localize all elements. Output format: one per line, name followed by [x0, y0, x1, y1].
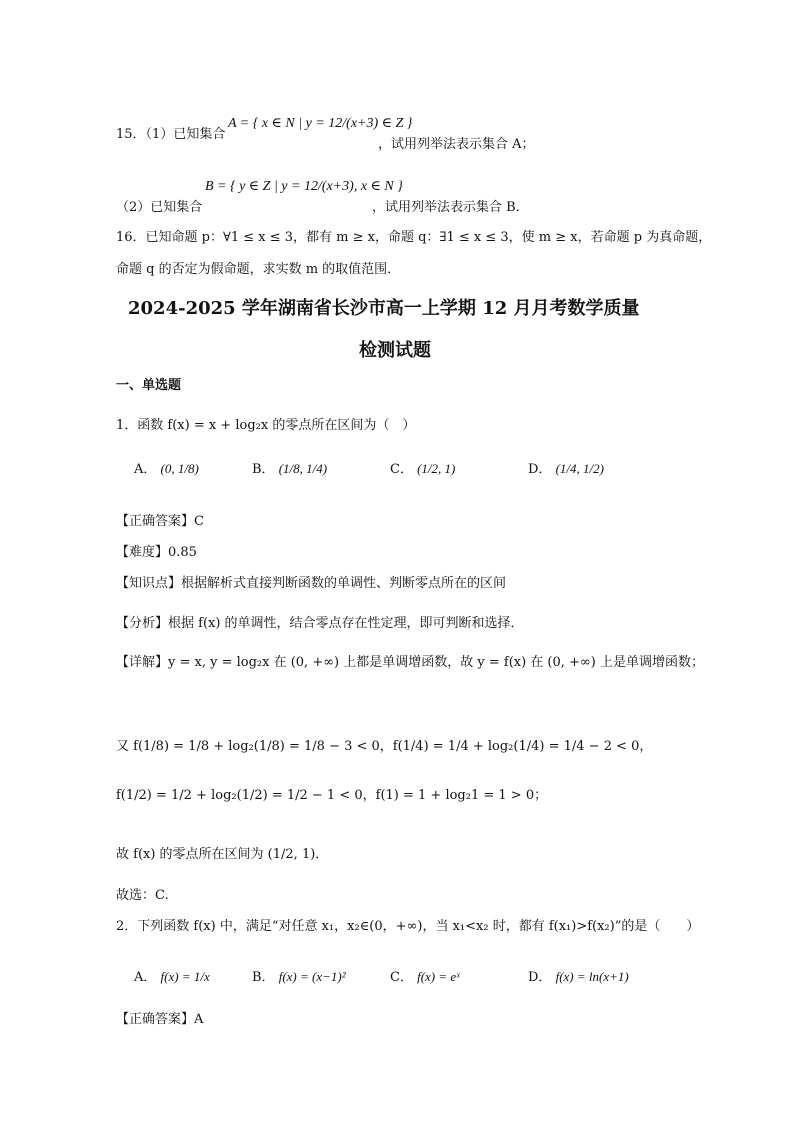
- q1-knowledge: 【知识点】根据解析式直接判断函数的单调性、判断零点所在的区间: [116, 576, 507, 591]
- q1-detail1: 【详解】y = x, y = log₂x 在 (0, +∞) 上都是单调增函数，故 y = f(x) 在 (0, +∞) 上是单调增函数；: [116, 655, 704, 670]
- q1-option-d-text: (1/4, 1/2): [555, 461, 604, 476]
- q1-option-a-text: (0, 1/8): [160, 461, 199, 476]
- section-heading: 一、单选题: [116, 378, 182, 393]
- q2-option-b-text: f(x) = (x−1)²: [278, 969, 346, 984]
- q1-difficulty: 【难度】0.85: [116, 545, 197, 560]
- q1-option-b: [252, 458, 327, 477]
- q1-option-b-label: B．: [252, 462, 275, 477]
- page-title-line2: 检测试题: [359, 340, 431, 361]
- q1-answer: 【正确答案】C: [116, 514, 204, 529]
- q1-option-a: [134, 458, 199, 477]
- q16-line1: 16．已知命题 p：∀1 ≤ x ≤ 3，都有 m ≥ x，命题 q：∃1 ≤ x ≤ 3，使 m ≥ x，若命题 p 为真命题，: [116, 230, 712, 245]
- q15-p1-prefix: 15．（1）已知集合: [116, 127, 226, 142]
- q15-set-b: B = { y ∈ Z | y = 12/(x+3), x ∈ N }: [205, 179, 403, 194]
- q16-line2: 命题 q 的否定为假命题，求实数 m 的取值范围．: [116, 262, 401, 277]
- q15-p2-prefix: （2）已知集合: [116, 200, 203, 215]
- q1-stem: 1．函数 f(x) = x + log₂x 的零点所在区间为（ ）: [116, 418, 416, 433]
- q1-detail3: f(1/2) = 1/2 + log₂(1/2) = 1/2 − 1 < 0，f(1) = 1 + log₂1 = 1 > 0；: [116, 788, 548, 803]
- q2-option-d-text: f(x) = ln(x+1): [555, 969, 629, 984]
- q1-option-b-text: (1/8, 1/4): [278, 461, 328, 476]
- q2-option-a: [134, 966, 210, 985]
- q1-detail4: 故 f(x) 的零点所在区间为 (1/2, 1)．: [116, 847, 329, 862]
- q1-option-d-label: D．: [528, 462, 552, 477]
- q15-set-a: A = { x ∈ N | y = 12/(x+3) ∈ Z }: [228, 116, 413, 131]
- q2-option-d-label: D．: [528, 970, 552, 985]
- q1-option-c-label: C．: [390, 462, 413, 477]
- q1-analysis: 【分析】根据 f(x) 的单调性，结合零点存在性定理，即可判断和选择．: [116, 616, 524, 631]
- q1-option-c: [390, 458, 455, 477]
- q15-p2-suffix: ，试用列举法表示集合 B．: [372, 200, 529, 215]
- page-title: 2024-2025 学年湖南省长沙市高一上学期 12 月月考数学质量: [128, 298, 640, 319]
- q2-option-c: [390, 966, 460, 985]
- q2-option-a-text: f(x) = 1/x: [160, 969, 210, 984]
- q1-option-a-label: A．: [134, 462, 157, 477]
- q1-choice: 故选：C.: [116, 888, 169, 903]
- q15-part1: [116, 123, 225, 142]
- q1-option-d: [528, 458, 604, 477]
- q15-p1-suffix: ，试用列举法表示集合 A；: [378, 137, 535, 152]
- q2-option-a-label: A．: [134, 970, 157, 985]
- q2-option-c-text: f(x) = eˣ: [417, 969, 460, 984]
- q2-stem: 2．下列函数 f(x) 中，满足“对任意 x₁，x₂∈(0，+∞)，当 x₁<x₂ 时，都有 f(x₁)>f(x₂)”的是（ ）: [116, 919, 700, 934]
- q2-option-b-label: B．: [252, 970, 275, 985]
- q1-option-c-text: (1/2, 1): [417, 461, 456, 476]
- q2-option-b: [252, 966, 346, 985]
- q2-option-d: [528, 966, 629, 985]
- q2-answer: 【正确答案】A: [116, 1012, 204, 1027]
- q2-option-c-label: C．: [390, 970, 413, 985]
- q1-detail2: 又 f(1/8) = 1/8 + log₂(1/8) = 1/8 − 3 < 0，f(1/4) = 1/4 + log₂(1/4) = 1/4 − 2 < 0，: [116, 739, 653, 754]
